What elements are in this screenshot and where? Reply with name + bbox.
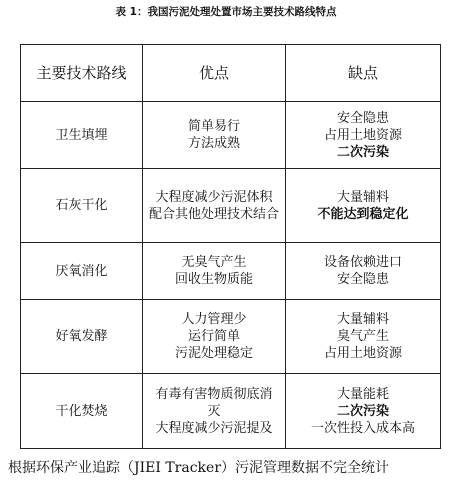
cons-cell xyxy=(286,300,441,374)
pros-cell xyxy=(143,243,286,300)
pros-line: 灭 xyxy=(207,403,221,419)
route-cell: 卫生填埋 xyxy=(21,102,143,169)
cons-line: 安全隐患 xyxy=(336,272,389,287)
cons-line: 设备依赖进口 xyxy=(323,255,402,270)
cons-line-emphasis: 二次污染 xyxy=(336,403,389,419)
pros-line: 污泥处理稳定 xyxy=(174,346,253,361)
table-row xyxy=(21,374,441,449)
header-route: 主要技术路线 xyxy=(21,45,143,102)
table-row xyxy=(21,169,441,243)
cons-line: 占用土地资源 xyxy=(323,127,402,143)
header-cons: 缺点 xyxy=(286,45,441,102)
cons-cell xyxy=(286,243,441,300)
cons-line: 臭气产生 xyxy=(336,329,389,344)
cons-line: 大量辅料 xyxy=(336,312,389,327)
technology-routes-table xyxy=(20,44,441,449)
pros-line: 运行简单 xyxy=(187,329,240,344)
cons-line: 占用土地资源 xyxy=(323,346,402,361)
cons-line-emphasis: 二次污染 xyxy=(336,144,389,160)
pros-cell xyxy=(143,169,286,243)
pros-cell xyxy=(143,374,286,449)
table-row xyxy=(21,243,441,300)
pros-cell xyxy=(143,102,286,169)
pros-line: 大程度减少污泥体积 xyxy=(155,189,273,205)
pros-line: 人力管理少 xyxy=(181,312,247,327)
pros-cell xyxy=(143,300,286,374)
source-note: 根据环保产业追踪（JIEI Tracker）污泥管理数据不完全统计 xyxy=(8,460,390,476)
table-caption: 表 1：我国污泥处理处置市场主要技术路线特点 xyxy=(115,6,337,18)
cons-line: 大量辅料 xyxy=(336,189,389,205)
pros-line: 配合其他处理技术结合 xyxy=(148,206,279,222)
pros-line: 有毒有害物质彻底消 xyxy=(155,386,273,402)
table-row xyxy=(21,300,441,374)
route-cell: 石灰干化 xyxy=(21,169,143,243)
pros-line: 回收生物质能 xyxy=(174,272,253,287)
cons-line: 安全隐患 xyxy=(336,110,389,126)
cons-cell xyxy=(286,102,441,169)
pros-line: 简单易行 xyxy=(187,119,240,134)
cons-line: 大量能耗 xyxy=(336,386,389,402)
route-cell: 好氧发酵 xyxy=(21,300,143,374)
pros-line: 无臭气产生 xyxy=(181,255,247,270)
cons-cell xyxy=(286,374,441,449)
pros-line: 大程度减少污泥提及 xyxy=(155,420,273,436)
cons-cell xyxy=(286,169,441,243)
cons-line: 一次性投入成本高 xyxy=(310,420,415,436)
route-cell: 厌氧消化 xyxy=(21,243,143,300)
cons-line-emphasis: 不能达到稳定化 xyxy=(317,206,409,222)
pros-line: 方法成熟 xyxy=(187,136,240,151)
table-row xyxy=(21,102,441,169)
header-pros: 优点 xyxy=(143,45,286,102)
route-cell: 干化焚烧 xyxy=(21,374,143,449)
table-header-row xyxy=(21,45,441,102)
